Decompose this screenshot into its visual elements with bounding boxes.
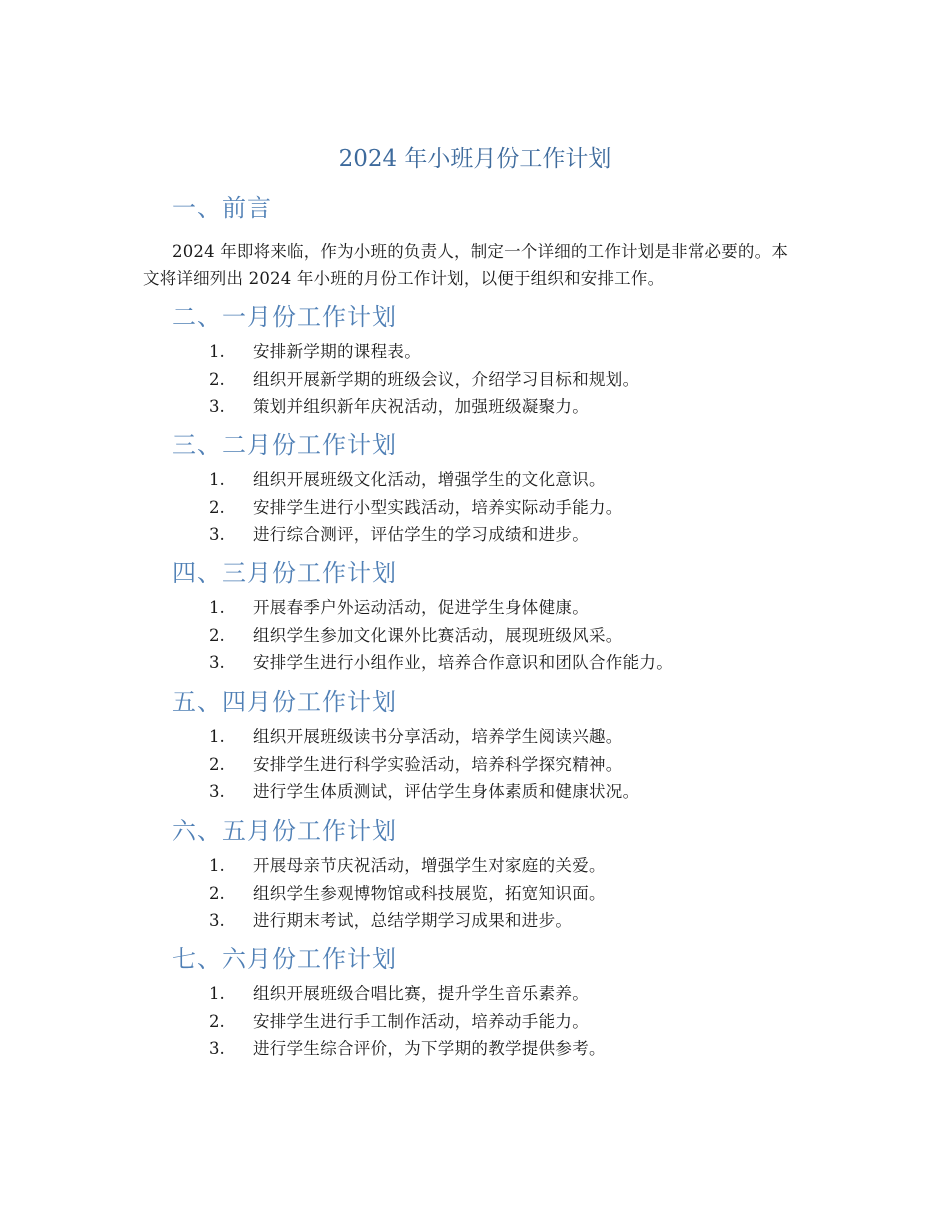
list-item [0,880,950,908]
list-item [0,751,950,779]
section-heading: 六、五月份工作计划 [172,817,397,845]
item-text: 组织学生参加文化课外比赛活动，展现班级风采。 [253,625,623,645]
item-list [0,594,950,677]
section-may [0,815,950,935]
item-number: 3. [209,911,225,930]
list-item [0,494,950,522]
item-text: 进行期末考试，总结学期学习成果和进步。 [253,911,573,930]
item-text: 进行学生综合评价，为下学期的教学提供参考。 [253,1039,606,1058]
item-text: 进行综合测评，评估学生的学习成绩和进步。 [253,525,589,544]
item-text: 开展春季户外运动活动，促进学生身体健康。 [253,598,589,617]
item-number: 1. [209,727,225,746]
item-number: 3. [209,397,225,416]
section-february [0,429,950,549]
section-heading: 三、二月份工作计划 [172,431,397,459]
list-item [0,778,950,806]
item-number: 1. [209,470,225,489]
section-heading: 四、三月份工作计划 [172,559,397,587]
item-text: 安排学生进行手工制作活动，培养动手能力。 [253,1011,589,1031]
item-text: 组织开展班级读书分享活动，培养学生阅读兴趣。 [253,727,623,746]
item-list [0,980,950,1063]
item-number: 2. [209,369,225,389]
section-heading: 七、六月份工作计划 [172,945,397,973]
item-text: 组织开展新学期的班级会议，介绍学习目标和规划。 [253,369,640,389]
list-item [0,907,950,935]
list-item [0,622,950,650]
list-item [0,466,950,494]
item-number: 2. [209,754,225,774]
list-item [0,594,950,622]
item-text: 安排学生进行小型实践活动，培养实际动手能力。 [253,497,623,517]
list-item [0,649,950,677]
section-march [0,557,950,677]
item-number: 2. [209,625,225,645]
item-number: 2. [209,1011,225,1031]
list-item [0,338,950,366]
list-item [0,366,950,394]
list-item [0,393,950,421]
section-heading: 五、四月份工作计划 [172,688,397,716]
item-text: 安排学生进行小组作业，培养合作意识和团队合作能力。 [253,653,673,672]
item-number: 2. [209,883,225,903]
item-text: 组织学生参观博物馆或科技展览，拓宽知识面。 [253,883,606,903]
item-number: 3. [209,525,225,544]
item-number: 1. [209,856,225,875]
list-item [0,852,950,880]
item-number: 3. [209,1039,225,1058]
section-heading-intro: 一、前言 [172,194,272,222]
item-text: 安排学生进行科学实验活动，培养科学探究精神。 [253,754,623,774]
list-item [0,521,950,549]
item-number: 3. [209,782,225,801]
item-text: 安排新学期的课程表。 [253,342,421,361]
section-intro [0,192,950,224]
item-list [0,338,950,421]
item-text: 策划并组织新年庆祝活动，加强班级凝聚力。 [253,397,589,416]
section-june [0,943,950,1063]
section-april [0,686,950,806]
item-number: 1. [209,598,225,617]
item-number: 2. [209,497,225,517]
item-text: 进行学生体质测试，评估学生身体素质和健康状况。 [253,782,640,801]
section-january [0,301,950,421]
list-item [0,1008,950,1036]
item-number: 1. [209,342,225,361]
item-text: 组织开展班级文化活动，增强学生的文化意识。 [253,470,606,489]
list-item [0,1035,950,1063]
document-title: 2024 年小班月份工作计划 [338,146,612,172]
item-number: 3. [209,653,225,672]
item-text: 开展母亲节庆祝活动，增强学生对家庭的关爱。 [253,856,606,875]
list-item [0,980,950,1008]
item-list [0,466,950,549]
item-number: 1. [209,984,225,1003]
section-heading: 二、一月份工作计划 [172,303,397,331]
item-list [0,723,950,806]
item-text: 组织开展班级合唱比赛，提升学生音乐素养。 [253,984,589,1003]
item-list [0,852,950,935]
list-item [0,723,950,751]
intro-paragraph: 2024 年即将来临，作为小班的负责人，制定一个详细的工作计划是非常必要的。本文将详细列出 2024 年小班的月份工作计划，以便于组织和安排工作。 [143,242,789,288]
